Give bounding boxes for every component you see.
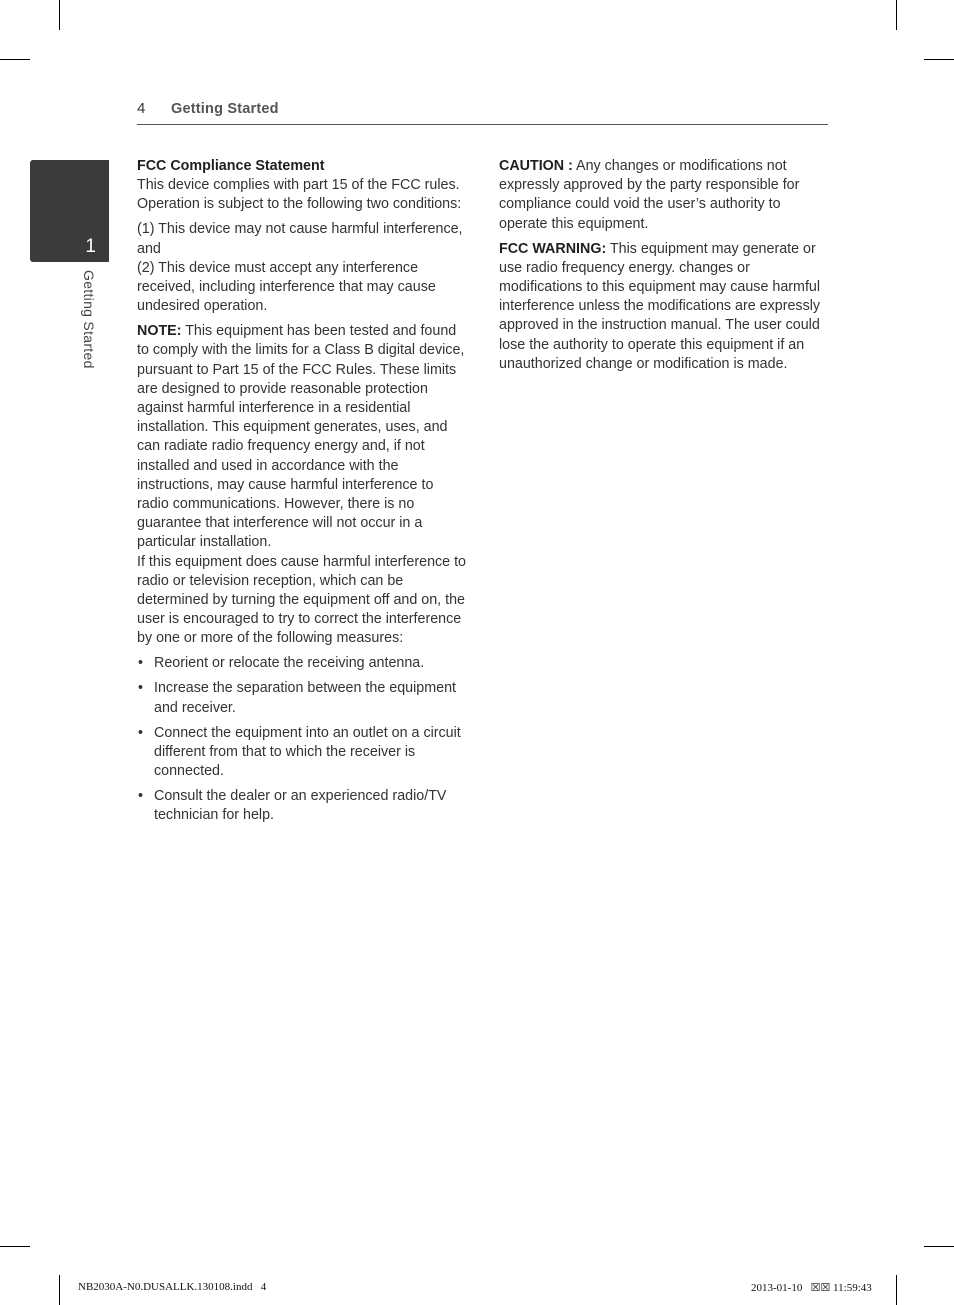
note-text: This equipment has been tested and found to comply with the limits for a Class B digital device, pursuant to Part 15 of the FCC Rules. These limits are designed to provide reasonable protection against harmful interference in a residential installation. This equipment generates, uses, and can radiate radio frequency energy and, if not installed and used in accordance with the instructions, may cause harmful interference to radio communications. However, there is no guarantee that interference will not occur in a particular installation.: [137, 323, 465, 551]
list-item: • Connect the equipment into an outlet on a circuit different from that to which the receiver is connected.: [138, 724, 461, 780]
warning-paragraph: [499, 240, 831, 374]
caution-label: CAUTION :: [499, 158, 573, 174]
fcc-intro: This device complies with part 15 of the FCC rules. Operation is subject to the following two conditions:: [137, 177, 462, 213]
crop-mark: [924, 1246, 954, 1247]
fcc-heading: FCC Compliance Statement: [137, 158, 325, 174]
condition-2: (2) This device must accept any interference received, including interference that may cause undesired operation.: [137, 259, 436, 315]
bullet-icon: •: [138, 655, 144, 672]
list-item: • Consult the dealer or an experienced radio/TV technician for help.: [138, 788, 447, 824]
condition-1: (1) This device may not cause harmful interference, and: [137, 221, 463, 257]
note-paragraph: [137, 322, 469, 552]
bullet-icon: •: [138, 724, 144, 741]
crop-mark: [896, 0, 897, 30]
caution-text: Any changes or modifications not expressly approved by the party responsible for compliance could void the user’s authority to operate this equipment.: [499, 158, 800, 232]
footer-file-name: NB2030A-N0.DUSALLK.130108.indd 4: [78, 1281, 267, 1293]
footer-timestamp: 2013-01-10 ☒☒ 11:59:43: [751, 1282, 872, 1294]
note-paragraph-2: If this equipment does cause harmful interference to radio or television reception, which can be determined by turning the equipment off and on, the user is encouraged to try to correct the interference by one or more of the following measures:: [137, 553, 467, 647]
page-number: 4: [137, 100, 146, 117]
warning-text: This equipment may generate or use radio frequency energy. changes or modifications to this equipment may cause harmful interference unless the modifications are expressly approved in the instruction manual. The user could lose the authority to operate this equipment if an unauthorized change or modification is made.: [499, 240, 821, 372]
page-header: [137, 100, 828, 125]
crop-mark: [59, 0, 60, 30]
chapter-label: Getting Started: [81, 270, 97, 369]
bullet-icon: •: [138, 680, 144, 697]
list-item: • Reorient or relocate the receiving antenna.: [137, 654, 469, 673]
crop-mark: [896, 1275, 897, 1305]
crop-mark: [0, 59, 30, 60]
list-item: • Increase the separation between the equipment and receiver.: [138, 680, 457, 716]
section-title: Getting Started: [171, 101, 279, 117]
crop-mark: [924, 59, 954, 60]
right-column: [499, 157, 831, 380]
chapter-number: 1: [85, 236, 96, 257]
bullet-icon: •: [138, 788, 144, 805]
crop-mark: [59, 1275, 60, 1305]
left-column: [137, 157, 469, 831]
note-label: NOTE:: [137, 323, 182, 340]
chapter-tab: [30, 160, 109, 262]
measures-list: [137, 654, 469, 825]
crop-mark: [0, 1246, 30, 1247]
caution-paragraph: [499, 157, 831, 234]
warning-label: FCC WARNING:: [499, 240, 607, 257]
